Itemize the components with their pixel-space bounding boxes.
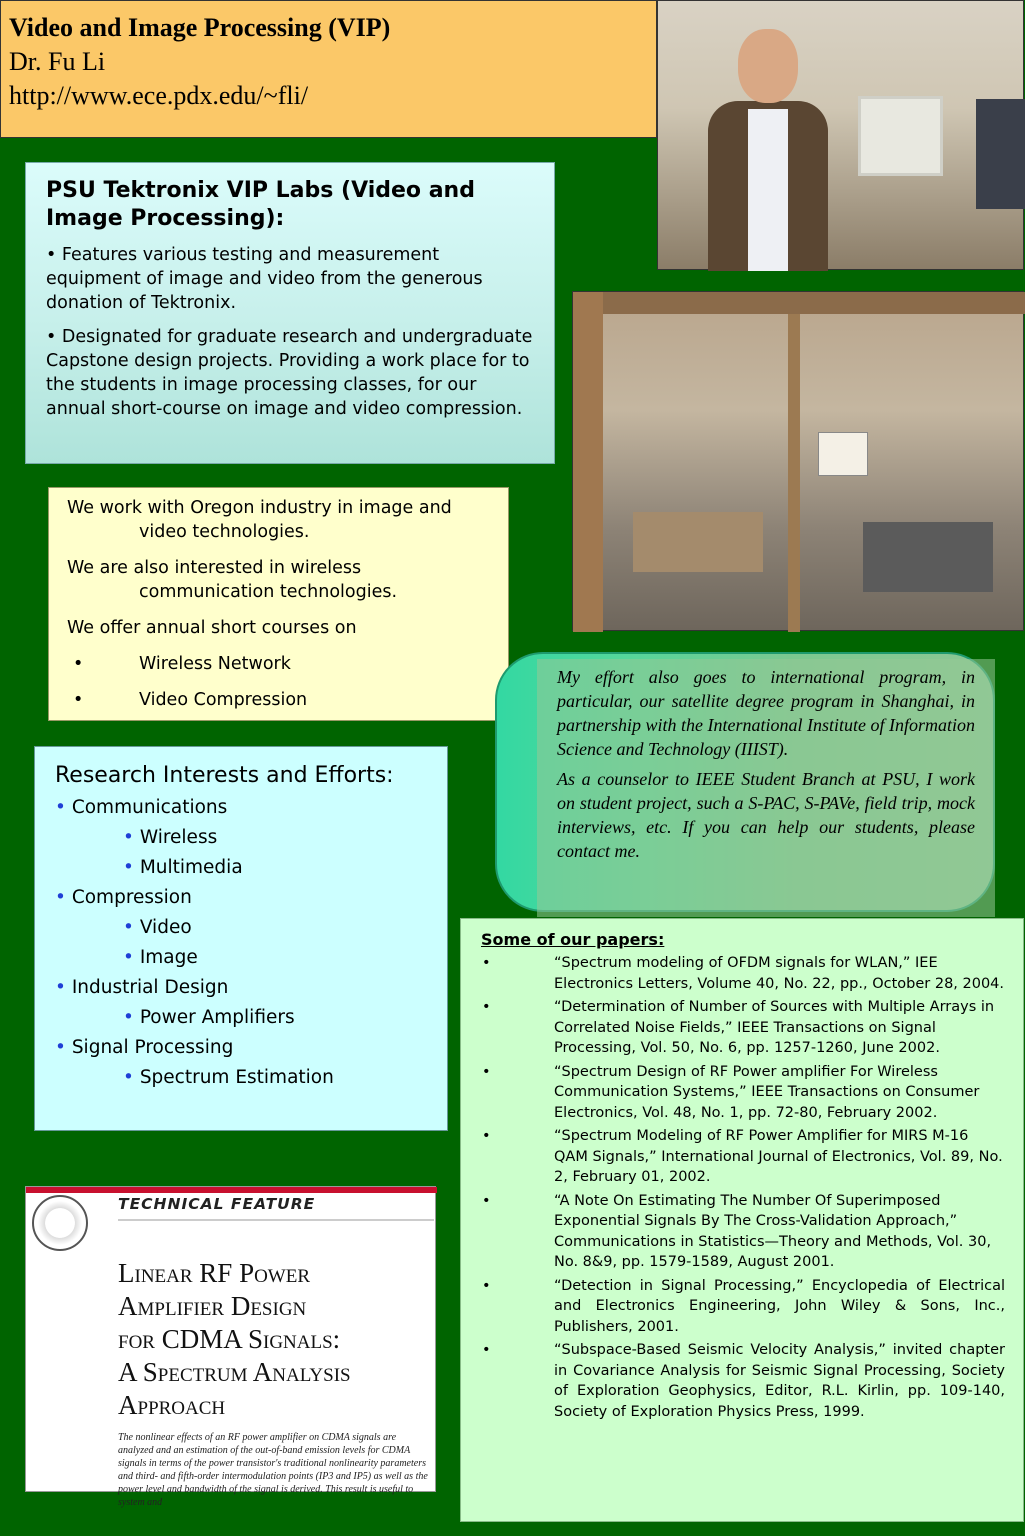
paper-citation: “Detection in Signal Processing,” Encyclopedia of Electrical and Electronics Engineering, John Wiley & Sons, Inc., Publishers, 2001. (554, 1277, 1005, 1335)
course-label: Video Compression (139, 690, 308, 710)
paper-item (481, 1062, 1005, 1124)
paper-citation: “Spectrum Modeling of RF Power Amplifier for MIRS M-16 QAM Signals,” International Journal of Electronics, Vol. 89, No. 2, February 01, 2002. (554, 1128, 1003, 1185)
course-item (67, 652, 490, 676)
research-sublabel: Power Amplifiers (139, 1007, 295, 1028)
bullet-icon: • (73, 690, 84, 710)
research-label: Communications (71, 797, 228, 818)
research-sublabel: Video (139, 917, 192, 938)
labs-title-colon: : (275, 206, 285, 231)
bullet-icon: • (482, 955, 491, 971)
research-item (55, 973, 427, 1003)
chair-shape (863, 522, 993, 592)
bullet-icon: • (123, 857, 134, 878)
bullet-icon: • (482, 1063, 491, 1080)
labs-title: PSU Tektronix VIP Labs (Video and Image Processing) (46, 178, 475, 231)
seal-icon (32, 1195, 88, 1251)
industry-box (48, 487, 509, 721)
research-subitem (55, 943, 427, 973)
industry-line-3: We offer annual short courses on (67, 618, 357, 638)
papers-box (460, 918, 1024, 1522)
article-title (118, 1257, 438, 1422)
research-subitem (55, 823, 427, 853)
paper-citation: “Spectrum Design of RF Power amplifier For Wireless Communication Systems,” IEEE Transactions on Consumer Electronics, Vol. 48, No. 1, pp. 72-80, February 2002. (554, 1063, 980, 1121)
labs-info-box (25, 162, 555, 464)
paper-citation: “Subspace-Based Seismic Velocity Analysis,” invited chapter in Covariance Analysis for Seismic Signal Processing, Society of Exploration Geophysics, Editor, R.L. Kirlin, pp. 109-140, Society of Exploration Physics Press, 1999. (554, 1342, 1005, 1420)
industry-line-2a: We are also interested in wireless (67, 558, 362, 578)
international-paragraph-1: My effort also goes to international program, in particular, our satellite degree program in Shanghai, in partnership with the International Institute of Information Science and Technology (IIIST). (557, 667, 975, 759)
bullet-icon: • (123, 1007, 134, 1028)
research-subitem (55, 1003, 427, 1033)
labs-bullet-1: • Features various testing and measurement equipment of image and video from the generous donation of Tektronix. (46, 245, 483, 313)
bullet-icon: • (55, 887, 66, 908)
article-section-label: TECHNICAL FEATURE (118, 1195, 316, 1213)
homepage-link[interactable]: http://www.ece.pdx.edu/~fli/ (9, 81, 309, 110)
bullet-icon: • (55, 1037, 66, 1058)
article-title-line: Amplifier Design (118, 1291, 307, 1321)
papers-title: Some of our papers: (481, 930, 665, 949)
bullet-icon: • (482, 999, 491, 1015)
monitor-shape (858, 96, 943, 176)
paper-item (481, 1340, 1005, 1422)
research-subitem (55, 913, 427, 943)
bullet-icon: • (482, 1192, 491, 1209)
paper-citation: “Determination of Number of Sources with Multiple Arrays in Correlated Noise Fields,” IEEE Transactions on Signal Processing, Vol. 50, No. 6, pp. 1257-1260, June 2002. (554, 999, 995, 1056)
article-title-line: Approach (118, 1390, 226, 1420)
article-divider (118, 1219, 434, 1221)
bullet-icon: • (123, 917, 134, 938)
face-shape (738, 29, 798, 103)
research-item (55, 883, 427, 913)
research-label: Signal Processing (71, 1037, 234, 1058)
research-box (34, 746, 448, 1131)
computer-tower-shape (976, 99, 1025, 209)
international-paragraph-2: As a counselor to IEEE Student Branch at PSU, I work on student project, such a S-PAC, S-PAVe, field trip, mock interviews, etc. If you can help our students, please contact me. (557, 769, 975, 861)
research-sublabel: Image (139, 947, 198, 968)
international-text-box (537, 659, 995, 917)
article-clipping (25, 1186, 436, 1508)
article-abstract: The nonlinear effects of an RF power amplifier on CDMA signals are analyzed and an estimation of the out-of-band emission levels for CDMA signals in terms of the power transistor's traditional nonlinearity parameters and third- and fifth-order intermodulation points (IP3 and IP5) as well as the power level and bandwidth of the signal is derived. This result is useful to system and (118, 1432, 428, 1508)
bullet-icon: • (482, 1128, 491, 1144)
page-title: Video and Image Processing (VIP) (9, 13, 391, 42)
research-item (55, 793, 427, 823)
article-title-line: for CDMA Signals: (118, 1324, 341, 1354)
bullet-icon: • (55, 977, 66, 998)
bullet-icon: • (123, 827, 134, 848)
labs-bullet-2: • Designated for graduate research and undergraduate Capstone design projects. Providing a work place for to the students in image processing classes, for our annual short-course on image and video compression. (46, 327, 533, 419)
research-subitem (55, 1063, 427, 1093)
bullet-icon: • (123, 947, 134, 968)
workbench-shape (633, 512, 763, 572)
industry-line-1a: We work with Oregon industry in image and (67, 498, 452, 518)
article-header-bar (26, 1187, 437, 1193)
paper-citation: “Spectrum modeling of OFDM signals for WLAN,” IEE Electronics Letters, Volume 40, No. 22, pp., October 28, 2004. (554, 955, 1005, 992)
industry-line-1 (67, 496, 490, 544)
article-title-line: Linear RF Power (118, 1258, 311, 1288)
research-title: Research Interests and Efforts: (55, 763, 394, 788)
research-subitem (55, 853, 427, 883)
author-name: Dr. Fu Li (9, 47, 106, 76)
course-item (67, 688, 490, 712)
bullet-icon: • (482, 1277, 491, 1294)
bullet-icon: • (55, 797, 66, 818)
research-sublabel: Wireless (139, 827, 218, 848)
paper-item (481, 953, 1005, 994)
bullet-icon: • (482, 1342, 491, 1358)
article-title-line: A Spectrum Analysis (118, 1357, 351, 1387)
portrait-photo (657, 0, 1024, 270)
paper-item (481, 1276, 1005, 1338)
paper-item (481, 1126, 1005, 1188)
bullet-icon: • (73, 654, 84, 674)
lab-photo (572, 291, 1024, 631)
paper-citation: “A Note On Estimating The Number Of Superimposed Exponential Signals By The Cross-Validation Approach,” Communications in Statistics—Theory and Methods, Vol. 30, No. 8&9, pp. 1579-1589, August 2001. (554, 1192, 992, 1270)
course-label: Wireless Network (139, 654, 291, 674)
research-item (55, 1033, 427, 1063)
research-label: Compression (71, 887, 192, 908)
industry-line-1b: video technologies. (139, 522, 310, 542)
industry-line-2b: communication technologies. (139, 582, 398, 602)
shirt-shape (748, 109, 788, 271)
paper-item (481, 1191, 1005, 1273)
research-sublabel: Spectrum Estimation (139, 1067, 334, 1088)
research-label: Industrial Design (71, 977, 229, 998)
paper-item (481, 997, 1005, 1059)
window-divider (788, 314, 800, 632)
header-banner (0, 0, 657, 138)
bullet-icon: • (123, 1067, 134, 1088)
door-frame-left (573, 292, 603, 632)
research-sublabel: Multimedia (139, 857, 243, 878)
industry-line-2 (67, 556, 490, 604)
door-frame-top (573, 292, 1025, 314)
lab-sign (818, 432, 868, 476)
